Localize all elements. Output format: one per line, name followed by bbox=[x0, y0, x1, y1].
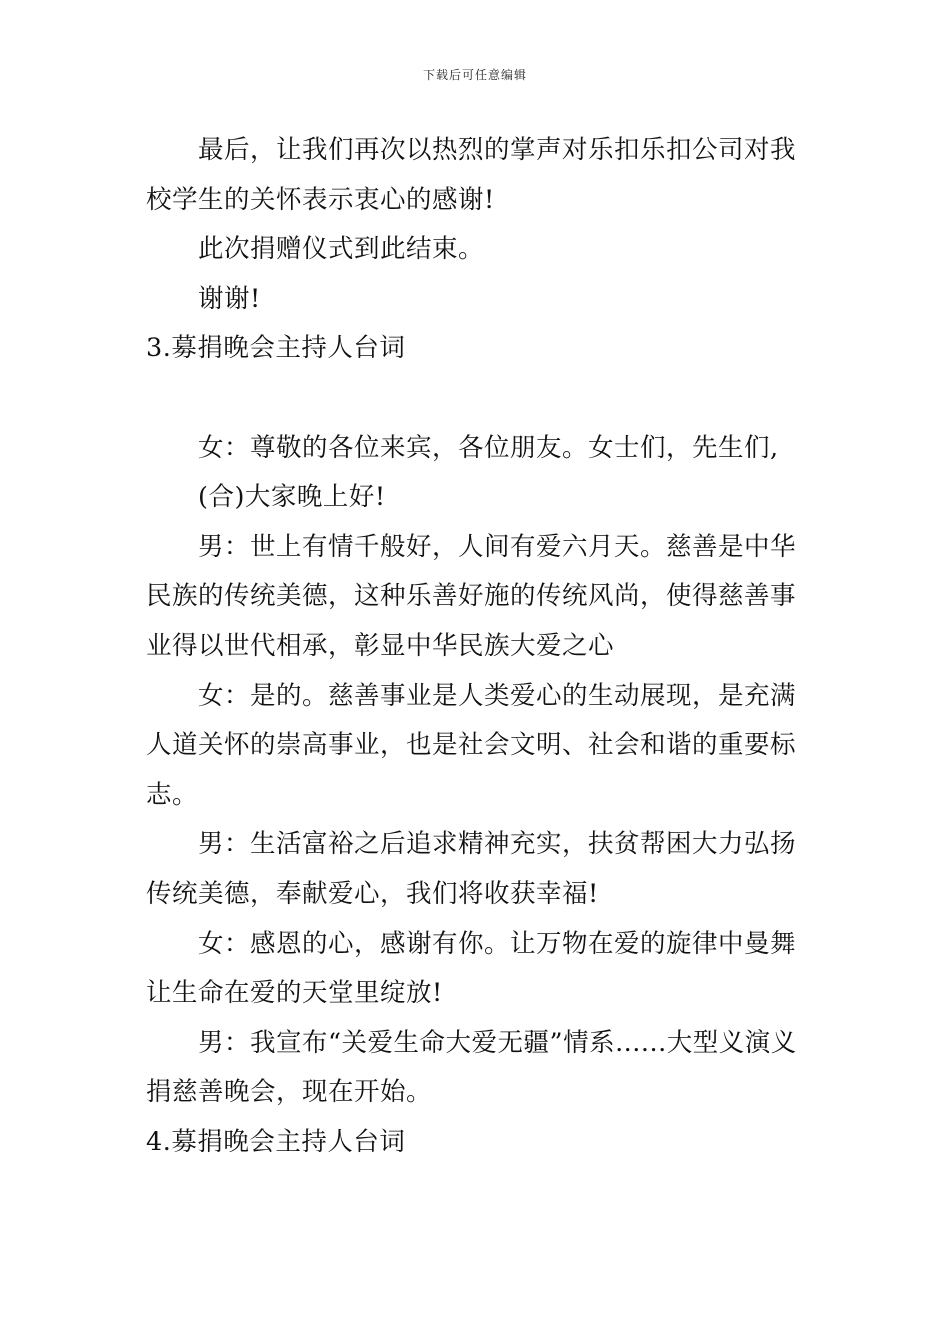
paragraph-male-charity: 男：世上有情千般好，人间有爱六月天。慈善是中华民族的传统美德，这种乐善好施的传统风尚，使得慈善事业得以世代相承，彰显中华民族大爱之心 bbox=[146, 531, 797, 661]
paragraph-together-greeting: (合)大家晚上好! bbox=[198, 482, 386, 513]
paragraph-male-announce: 男：我宣布“关爱生命大爱无疆”情系......大型义演义捐慈善晚会，现在开始。 bbox=[146, 1027, 797, 1108]
paragraph-ceremony-end: 此次捐赠仪式到此结束。 bbox=[198, 234, 485, 265]
page-header: 下载后可任意编辑 bbox=[422, 68, 527, 82]
section-heading-3: 3.募捐晚会主持人台词 bbox=[146, 333, 406, 364]
blank-line bbox=[146, 374, 808, 424]
section-heading-4: 4.募捐晚会主持人台词 bbox=[146, 1126, 406, 1157]
paragraph-female-grateful: 女：感恩的心，感谢有你。让万物在爱的旋律中曼舞让生命在爱的天堂里绽放! bbox=[146, 928, 797, 1009]
paragraph-thank-you: 谢谢! bbox=[198, 283, 261, 314]
paragraph-female-greeting: 女：尊敬的各位来宾，各位朋友。女士们，先生们, bbox=[198, 432, 779, 463]
paragraph-female-charity: 女：是的。慈善事业是人类爱心的生动展现，是充满人道关怀的崇高事业，也是社会文明、社会和谐的重要标志。 bbox=[146, 680, 797, 810]
paragraph-male-virtue: 男：生活富裕之后追求精神充实，扶贫帮困大力弘扬传统美德，奉献爱心，我们将收获幸福! bbox=[146, 829, 797, 909]
paragraph-closing-thanks: 最后，让我们再次以热烈的掌声对乐扣乐扣公司对我校学生的关怀表示衷心的感谢! bbox=[146, 135, 797, 215]
document-body bbox=[146, 126, 808, 1167]
